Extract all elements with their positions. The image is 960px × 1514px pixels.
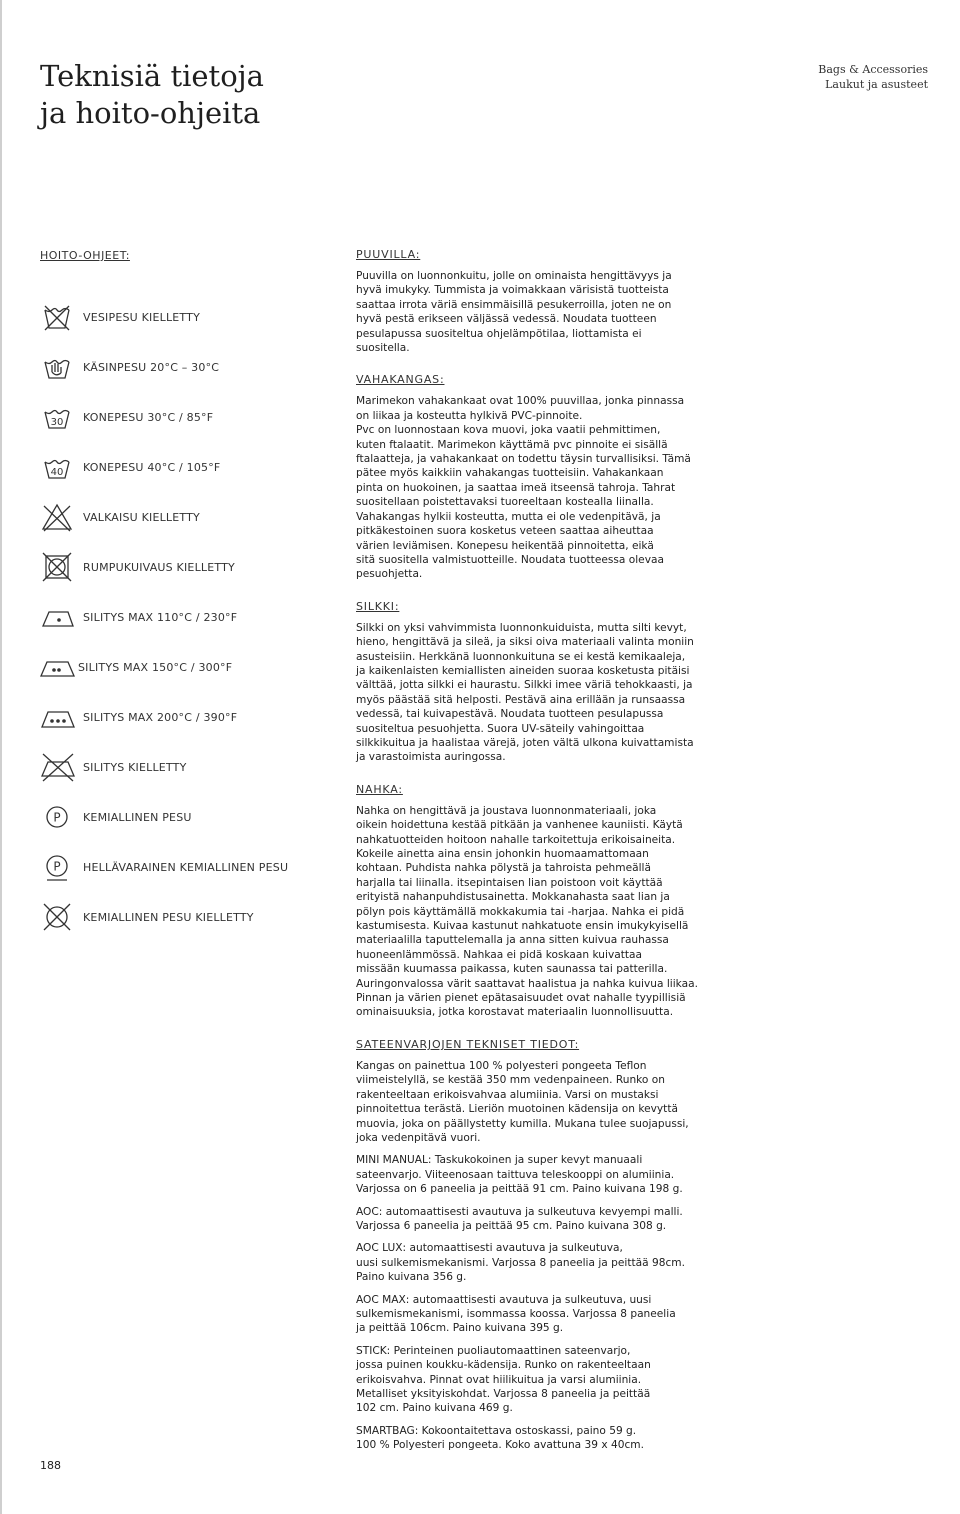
care-label: VALKAISU KIELLETTY (83, 511, 200, 524)
umbrella-paragraph: STICK: Perinteinen puoliautomaattinen sateenvarjo, jossa puinen koukku-kädensija. Runko on rakenteeltaan erikoisvahva. Pinnat ovat hiilikuitua ja varsi alumiinia. Metalliset yksityiskohdat. Varjossa 8 paneelia ja peittää 102 cm. Paino kuivana 469 g. (356, 1344, 651, 1415)
page-title (40, 58, 264, 132)
section-oilcloth-body: Marimekon vahakankaat ovat 100% puuvillaa, jonka pinnassa on liikaa ja kosteutta hylkivä PVC-pinnoite. Pvc on luonnostaan kova muovi, joka vaatii pehmittimen, kuten ftalaatit. Marimekon käyttämä pvc pinnoite ei sisällä ftalaatteja, ja vahakankaat on todettu täysin turvallisiksi. Tämä pätee myös kaikkiin vahakangas tuotteisiin. Vahakankaan pinta on huokoinen, ja saattaa imeä itseensä tahroja. Tahrat suositellaan poistettavaksi tuoreeltaan kostealla liinalla. Vahakangas hylkii kosteutta, mutta ei ole vedenpitävä, ja pitkäkestoinen suora kosketus veteen saattaa aiheuttaa värien leviämisen. Konepesu heikentää pinnoitetta, eikä sitä suositella valmistuotteille. Noudata tuotteessa olevaa pesuohjetta. (356, 395, 691, 581)
umbrella-paragraph: SMARTBAG: Kokoontaitettava ostoskassi, paino 59 g. 100 % Polyesteri pongeeta. Koko avattuna 39 x 40cm. (356, 1424, 644, 1452)
care-label: RUMPUKUIVAUS KIELLETTY (83, 561, 235, 574)
section-umbrella-title: SATEENVARJOJEN TEKNISET TIEDOT: (356, 1037, 580, 1051)
gentle-dry-clean-letter: P (53, 859, 61, 874)
care-label: KEMIALLINEN PESU KIELLETTY (83, 911, 254, 924)
care-item-iron-110 (40, 600, 340, 646)
umbrella-paragraph: AOC LUX: automaattisesti avautuva ja sulkeutuva, uusi sulkemismekanismi. Varjossa 8 paneelia ja peittää 98cm. Paino kuivana 356 g. (356, 1242, 685, 1284)
material-info-column (356, 248, 916, 1471)
dry-clean-p-icon (40, 800, 74, 834)
care-item-machine-wash-30 (40, 400, 340, 446)
care-label: SILITYS MAX 110°C / 230°F (83, 611, 238, 624)
care-label: KONEPESU 40°C / 105°F (83, 461, 221, 474)
care-item-gentle-dry-clean (40, 850, 340, 896)
brand-line-1: Bags & Accessories (818, 63, 928, 76)
care-item-washing-prohibited (40, 300, 340, 346)
section-silk (356, 600, 916, 765)
section-umbrella (356, 1038, 916, 1453)
dry-clean-prohibited-icon (40, 900, 74, 934)
care-label: VESIPESU KIELLETTY (83, 311, 200, 324)
brand-header (818, 62, 928, 92)
washing-prohibited-icon (40, 300, 74, 334)
umbrella-paragraph: AOC: automaattisesti avautuva ja sulkeutuva kevyempi malli. Varjossa 6 paneelia ja peittää 95 cm. Paino kuivana 308 g. (356, 1205, 683, 1232)
page-title-line-2: ja hoito-ohjeita (40, 96, 261, 130)
gentle-dry-clean-p-icon (40, 850, 74, 884)
iron-two-dots-icon (40, 650, 76, 684)
dry-clean-letter: P (53, 810, 61, 825)
iron-one-dot-icon (40, 600, 76, 634)
care-label: KONEPESU 30°C / 85°F (83, 411, 214, 424)
section-leather-title: NAHKA: (356, 782, 403, 796)
page-title-line-1: Teknisiä tietoja (40, 59, 264, 93)
care-item-hand-wash (40, 350, 340, 396)
brand-line-2: Laukut ja asusteet (825, 78, 928, 91)
care-item-dry-clean (40, 800, 340, 846)
section-leather-body: Nahka on hengittävä ja joustava luonnonmateriaali, joka oikein hoidettuna kestää pitkään ja vanhenee kauniisti. Käytä nahkatuotteiden hoitoon nahalle tarkoitettuja erikoisaineita. Kokeile ainetta aina ensin johonkin huomaamattomaan kohtaan. Puhdista nahka pölystä ja tahroista pehmeällä harjalla tai liinalla. itsepintaisen lian poistoon voit käyttää erityistä nahanpuhdistusainetta. Mokkanahasta saat lian ja pölyn pois käyttämällä mokkakumia tai -harjaa. Nahka ei pidä kastumisesta. Kuivaa kastunut nahkatuote ensin imukykyisellä materiaalilla taputtelemalla ja anna sitten kuivua rauhassa huoneenlämmössä. Nahkaa ei pidä koskaan kuivattaa missään kuumassa paikassa, kuten saunassa tai patterilla. Auringonvalossa värit saattavat haalistua ja nahka kuivua liikaa. Pinnan ja värien pienet epätasaisuudet ovat nahalle tyypillisiä ominaisuuksia, jotka korostavat materiaalin luonnollisuutta. (356, 804, 698, 1019)
umbrella-paragraph: AOC MAX: automaattisesti avautuva ja sulkeutuva, uusi sulkemismekanismi, isommassa koossa. Varjossa 8 paneelia ja peittää 106cm. Paino kuivana 395 g. (356, 1293, 676, 1335)
iron-prohibited-icon (40, 750, 76, 784)
care-label: SILITYS MAX 200°C / 390°F (83, 711, 238, 724)
umbrella-paragraph: Kangas on painettua 100 % polyesteri pongeeta Teflon viimeistelyllä, se kestää 350 mm vedenpaineen. Runko on rakenteeltaan erikoisvahvaa alumiinia. Varsi on mustaksi pinnoitettua terästä. Lieriön muotoinen kädensija on kevyttä muovia, joka on päällystetty kumilla. Mukana tulee suojapussi, joka vedenpitävä vuori. (356, 1059, 689, 1144)
section-silk-body: Silkki on yksi vahvimmista luonnonkuiduista, mutta silti kevyt, hieno, hengittävä ja sileä, ja siksi oiva materiaali valinta moniin asusteisiin. Herkkänä luonnonkuituna se ei kestä kemikaaleja, ja kaikenlaisten kemiallisten aineiden suoraa kosketusta pitäisi välttää, jotta silkki ei haurastu. Silkki imee väriä tehokkaasti, ja myös päästää sitä helposti. Pestävä aina erillään ja runsaassa vedessä, tai kuivapestävä. Noudata tuotteen pesulapussa suositeltua pesuohjetta. Suora UV-säteily vahingoittaa silkkikuitua ja haalistaa värejä, joten vältä ulkona kuivattamista ja varastoimista auringossa. (356, 621, 694, 764)
page-number: 188 (40, 1459, 61, 1472)
bleach-prohibited-icon (40, 500, 74, 534)
iron-three-dots-icon (40, 700, 76, 734)
section-oilcloth (356, 373, 916, 581)
care-label: KÄSINPESU 20°C – 30°C (83, 361, 220, 374)
wash-temp-30: 30 (50, 417, 64, 428)
section-cotton (356, 248, 916, 355)
hand-wash-icon (40, 350, 74, 384)
section-leather (356, 783, 916, 1020)
care-label: HELLÄVARAINEN KEMIALLINEN PESU (83, 861, 289, 874)
care-heading: HOITO-OHJEET: (40, 249, 130, 262)
section-oilcloth-title: VAHAKANGAS: (356, 373, 445, 387)
care-item-bleach-prohibited (40, 500, 340, 546)
care-item-machine-wash-40 (40, 450, 340, 496)
tumble-dry-prohibited-icon (40, 550, 74, 584)
care-label: SILITYS MAX 150°C / 300°F (78, 661, 233, 674)
page-edge-line (0, 0, 2, 1514)
wash-temp-40: 40 (50, 467, 64, 478)
care-item-dry-clean-prohibited (40, 900, 340, 946)
machine-wash-30-icon (40, 400, 74, 434)
care-label: KEMIALLINEN PESU (83, 811, 192, 824)
care-label: SILITYS KIELLETTY (83, 761, 187, 774)
section-cotton-title: PUUVILLA: (356, 248, 421, 261)
umbrella-paragraph: MINI MANUAL: Taskukokoinen ja super kevyt manuaali sateenvarjo. Viiteenosaan taittuva teleskooppi on alumiinia. Varjossa on 6 paneelia ja peittää 91 cm. Paino kuivana 198 g. (356, 1154, 683, 1196)
care-item-iron-prohibited (40, 750, 340, 796)
section-silk-title: SILKKI: (356, 599, 400, 613)
care-item-iron-150 (40, 650, 340, 696)
section-cotton-body: Puuvilla on luonnonkuitu, jolle on ominaista hengittävyys ja hyvä imukyky. Tummista ja voimakkaan värisistä tuotteista saattaa irrota väriä ensimmäisillä pesukerroilla, joten ne on hyvä pestä erikseen väljässä vedessä. Noudata tuotteen pesulapussa suositeltua ohjelämpötilaa, liottamista ei suositella. (356, 270, 672, 355)
machine-wash-40-icon (40, 450, 74, 484)
care-item-tumble-dry-prohibited (40, 550, 340, 596)
care-item-iron-200 (40, 700, 340, 746)
